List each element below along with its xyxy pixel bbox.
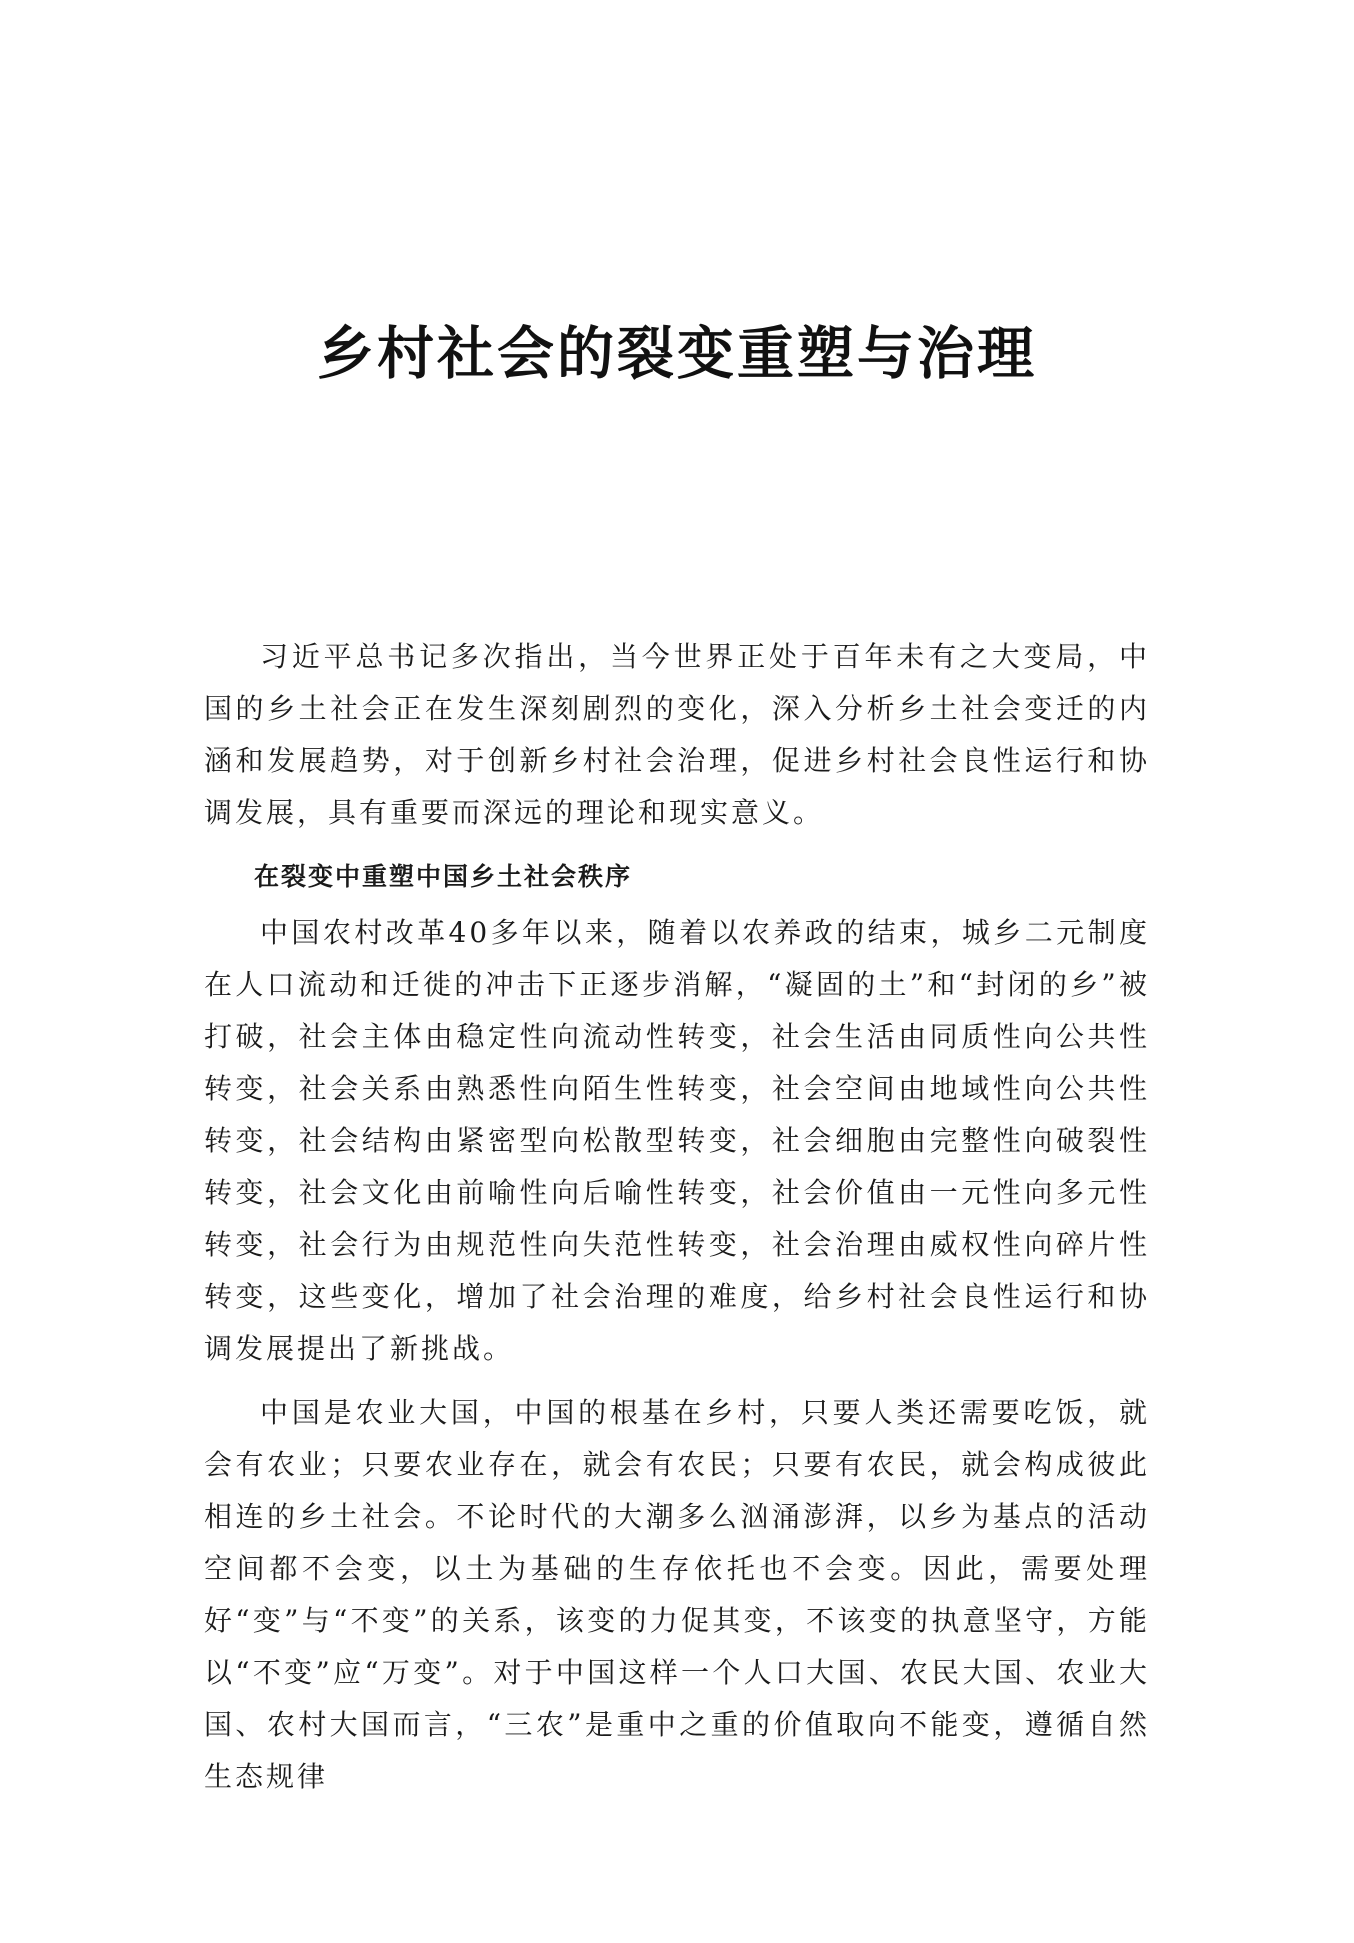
section-heading: 在裂变中重塑中国乡土社会秩序 xyxy=(254,862,633,891)
intro-paragraph: 习近平总书记多次指出，当今世界正处于百年未有之大变局，中国的乡土社会正在发生深刻剧烈的变化，深入分析乡土社会变迁的内涵和发展趋势，对于创新乡村社会治理，促进乡村社会良性运行和协调发展，具有重要而深远的理论和现实意义。 xyxy=(204,640,1150,829)
body-paragraph: 中国农村改革40多年以来，随着以农养政的结束，城乡二元制度在人口流动和迁徙的冲击下正逐步消解，“凝固的土”和“封闭的乡”被打破，社会主体由稳定性向流动性转变，社会生活由同质性向公共性转变，社会关系由熟悉性向陌生性转变，社会空间由地域性向公共性转变，社会结构由紧密型向松散型转变，社会细胞由完整性向破裂性转变，社会文化由前喻性向后喻性转变，社会价值由一元性向多元性转变，社会行为由规范性向失范性转变，社会治理由威权性向碎片性转变，这些变化，增加了社会治理的难度，给乡村社会良性运行和协调发展提出了新挑战。 xyxy=(204,916,1150,1365)
article-title: 乡村社会的裂变重塑与治理 xyxy=(317,320,1037,387)
article-body xyxy=(204,631,1150,1815)
body-paragraph: 中国是农业大国，中国的根基在乡村，只要人类还需要吃饭，就会有农业；只要农业存在，就会有农民；只要有农民，就会构成彼此相连的乡土社会。不论时代的大潮多么汹涌澎湃，以乡为基点的活动空间都不会变，以土为基础的生存依托也不会变。因此，需要处理好“变”与“不变”的关系，该变的力促其变，不该变的执意坚守，方能以“不变”应“万变”。对于中国这样一个人口大国、农民大国、农业大国、农村大国而言，“三农”是重中之重的价值取向不能变，遵循自然生态规律 xyxy=(204,1396,1150,1793)
